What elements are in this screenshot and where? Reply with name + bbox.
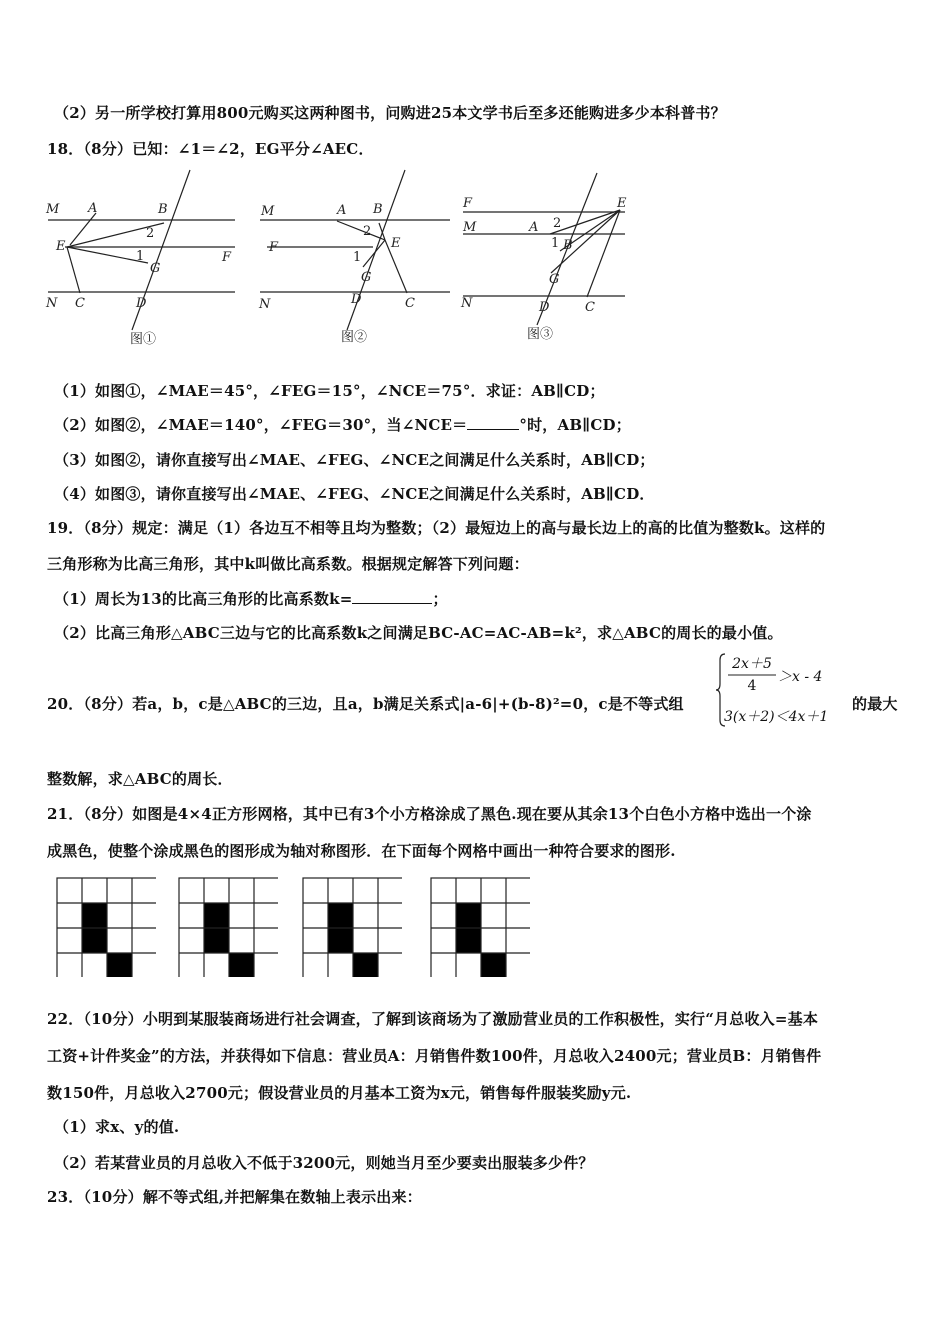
label: E [617, 196, 627, 211]
q18-part2-text-a: （2）如图②，∠MAE＝140°，∠FEG＝30°，当∠NCE＝ [54, 416, 468, 434]
label: B [373, 202, 383, 217]
label: 2 [553, 216, 562, 231]
q19-part2: （2）比高三角形△ABC三边与它的比高系数k之间满足BC-AC=AC-AB=k²，求△ABC的周长的最小值。 [54, 624, 783, 642]
seg-ae [337, 221, 385, 240]
q22-part2: （2）若某营业员的月总收入不低于3200元，则她当月至少要卖出服装多少件？ [54, 1154, 594, 1172]
answer-blank [467, 415, 519, 430]
grid-2 [178, 877, 278, 977]
seg-ec [67, 247, 80, 293]
q18-part1: （1）如图①，∠MAE＝45°，∠FEG＝15°，∠NCE＝75°．求证：AB∥CD； [54, 382, 605, 400]
q22-line1: 22．（10分）小明到某服装商场进行社会调查，了解到该商场为了激励营业员的工作积极性，实行“月总收入=基本 [47, 1010, 819, 1028]
label: 1 [551, 236, 560, 251]
caption: 图② [341, 330, 368, 345]
q19-line2: 三角形称为比高三角形，其中k叫做比高系数。根据规定解答下列问题： [47, 555, 529, 573]
grid-4 [430, 877, 530, 977]
label: F [463, 196, 473, 211]
figure-3 [455, 165, 635, 350]
label: D [136, 296, 147, 311]
ineq1-rhs: ＞x - 4 [778, 669, 823, 685]
label: C [585, 300, 595, 315]
label: E [56, 239, 66, 254]
label: M [261, 204, 275, 219]
q18-part4: （4）如图③，请你直接写出∠MAE、∠FEG、∠NCE之间满足什么关系时，AB∥CD． [54, 485, 655, 503]
q20-line2: 整数解，求△ABC的周长． [47, 770, 233, 788]
q18-heading: 18．（8分）已知：∠1＝∠2，EG平分∠AEC． [47, 140, 374, 158]
q18-part2 [54, 414, 631, 435]
label: G [361, 270, 372, 285]
q21-line2: 成黑色，使整个涂成黑色的图形成为轴对称图形．在下面每个网格中画出一种符合要求的图形. [47, 842, 676, 860]
q20-heading: 20．（8分）若a，b，c是△ABC的三边，且a，b满足关系式|a-6|+(b-8)²=0，c是不等式组 [47, 695, 684, 713]
figure-1 [40, 165, 245, 350]
label: N [259, 297, 271, 312]
ineq1-numerator: 2x＋5 [732, 656, 772, 672]
label: N [46, 296, 58, 311]
label: C [405, 296, 415, 311]
grid-1 [56, 877, 156, 977]
label: M [463, 220, 477, 235]
label: G [549, 272, 560, 287]
label: A [529, 220, 539, 235]
label: M [46, 202, 60, 217]
seg-ec [587, 210, 620, 297]
label: F [222, 250, 232, 265]
q22-line2: 工资+计件奖金”的方法，并获得如下信息：营业员A：月销售件数100件，月总收入2400元；营业员B：月销售件 [47, 1047, 822, 1065]
inequality-system [716, 650, 856, 730]
label: C [75, 296, 85, 311]
answer-blank [352, 589, 432, 604]
q19-part1 [54, 588, 448, 609]
label: B [158, 202, 168, 217]
label: 1 [136, 249, 145, 264]
label: 1 [353, 250, 362, 265]
label: D [539, 300, 550, 315]
label: 2 [363, 224, 372, 239]
seg-eg [363, 240, 385, 267]
grid-3 [302, 877, 402, 977]
seg-eg [551, 210, 620, 273]
label: A [337, 203, 347, 218]
q19-part1-text-b: ； [432, 590, 448, 608]
q19-line1: 19．（8分）规定：满足（1）各边互不相等且均为整数；（2）最短边上的高与最长边上的高的比值为整数k。这样的 [47, 519, 826, 537]
label: D [351, 292, 362, 307]
q22-part1: （1）求x、y的值. [54, 1118, 180, 1136]
q18-part2-text-b: °时，AB∥CD； [519, 416, 631, 434]
q21-line1: 21．（8分）如图是4×4正方形网格，其中已有3个小方格涂成了黑色.现在要从其余13个白色小方格中选出一个涂 [47, 805, 812, 823]
ineq2: 3(x＋2)＜4x＋1 [724, 709, 829, 725]
label: G [150, 261, 161, 276]
label: E [391, 236, 401, 251]
label: A [88, 201, 98, 216]
caption: 图① [130, 332, 157, 347]
figure-2 [255, 165, 455, 350]
label: F [269, 240, 279, 255]
q23-heading: 23．（10分）解不等式组,并把解集在数轴上表示出来： [47, 1188, 422, 1206]
q17-part2: （2）另一所学校打算用800元购买这两种图书，问购进25本文学书后至多还能购进多少本科普书？ [54, 104, 726, 122]
q18-part3: （3）如图②，请你直接写出∠MAE、∠FEG、∠NCE之间满足什么关系时，AB∥CD； [54, 451, 655, 469]
q20-tail: 的最大 [852, 695, 898, 713]
label: B [563, 238, 573, 253]
ineq1-denominator: 4 [747, 678, 757, 694]
q19-part1-text-a: （1）周长为13的比高三角形的比高系数k= [54, 590, 353, 608]
label: N [461, 296, 473, 311]
caption: 图③ [527, 327, 554, 342]
label: 2 [146, 226, 155, 241]
q22-line3: 数150件，月总收入2700元；假设营业员的月基本工资为x元，销售每件服装奖励y元. [47, 1084, 632, 1102]
